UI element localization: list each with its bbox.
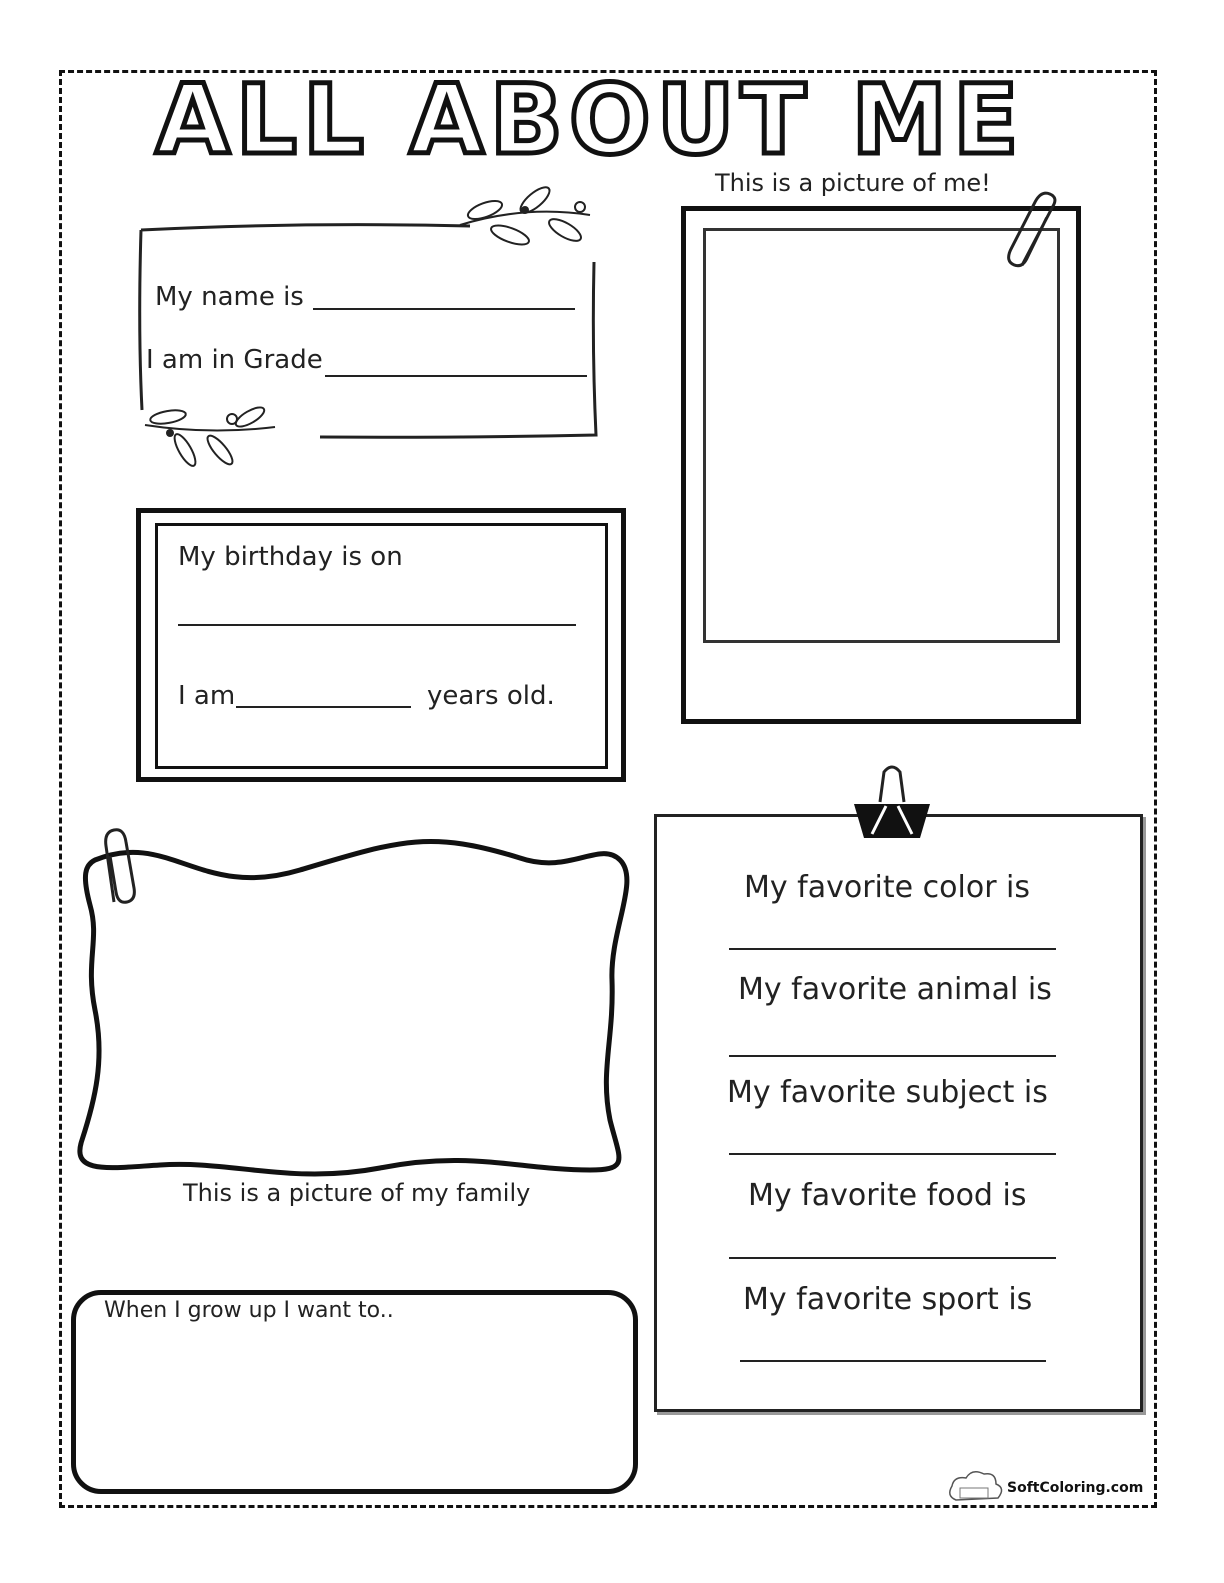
favorite-food-label: My favorite food is (748, 1178, 1027, 1213)
favorite-color-label: My favorite color is (744, 870, 1031, 905)
favorite-animal-label: My favorite animal is (738, 972, 1052, 1007)
favorite-color-line[interactable] (729, 948, 1056, 950)
age-suffix: years old. (427, 681, 555, 711)
favorite-subject-label: My favorite subject is (727, 1075, 1048, 1110)
favorite-sport-line[interactable] (740, 1360, 1046, 1362)
page-title: ALL ABOUT ME (155, 64, 1025, 176)
paperclip-icon (100, 830, 140, 910)
watermark: SoftColoring.com (1007, 1480, 1144, 1496)
grade-label: I am in Grade (146, 345, 323, 375)
favorite-subject-line[interactable] (729, 1153, 1056, 1155)
birthday-label: My birthday is on (178, 542, 403, 572)
grow-up-label: When I grow up I want to.. (104, 1298, 394, 1323)
family-caption: This is a picture of my family (183, 1179, 531, 1207)
favorite-animal-line[interactable] (729, 1055, 1056, 1057)
favorite-sport-label: My favorite sport is (743, 1282, 1033, 1317)
binder-clip-icon (850, 762, 934, 842)
cloud-logo-icon (946, 1466, 1006, 1508)
photo-caption: This is a picture of me! (715, 169, 991, 197)
favorite-food-line[interactable] (729, 1257, 1056, 1259)
age-prefix: I am (178, 681, 236, 711)
name-label: My name is (155, 282, 304, 312)
